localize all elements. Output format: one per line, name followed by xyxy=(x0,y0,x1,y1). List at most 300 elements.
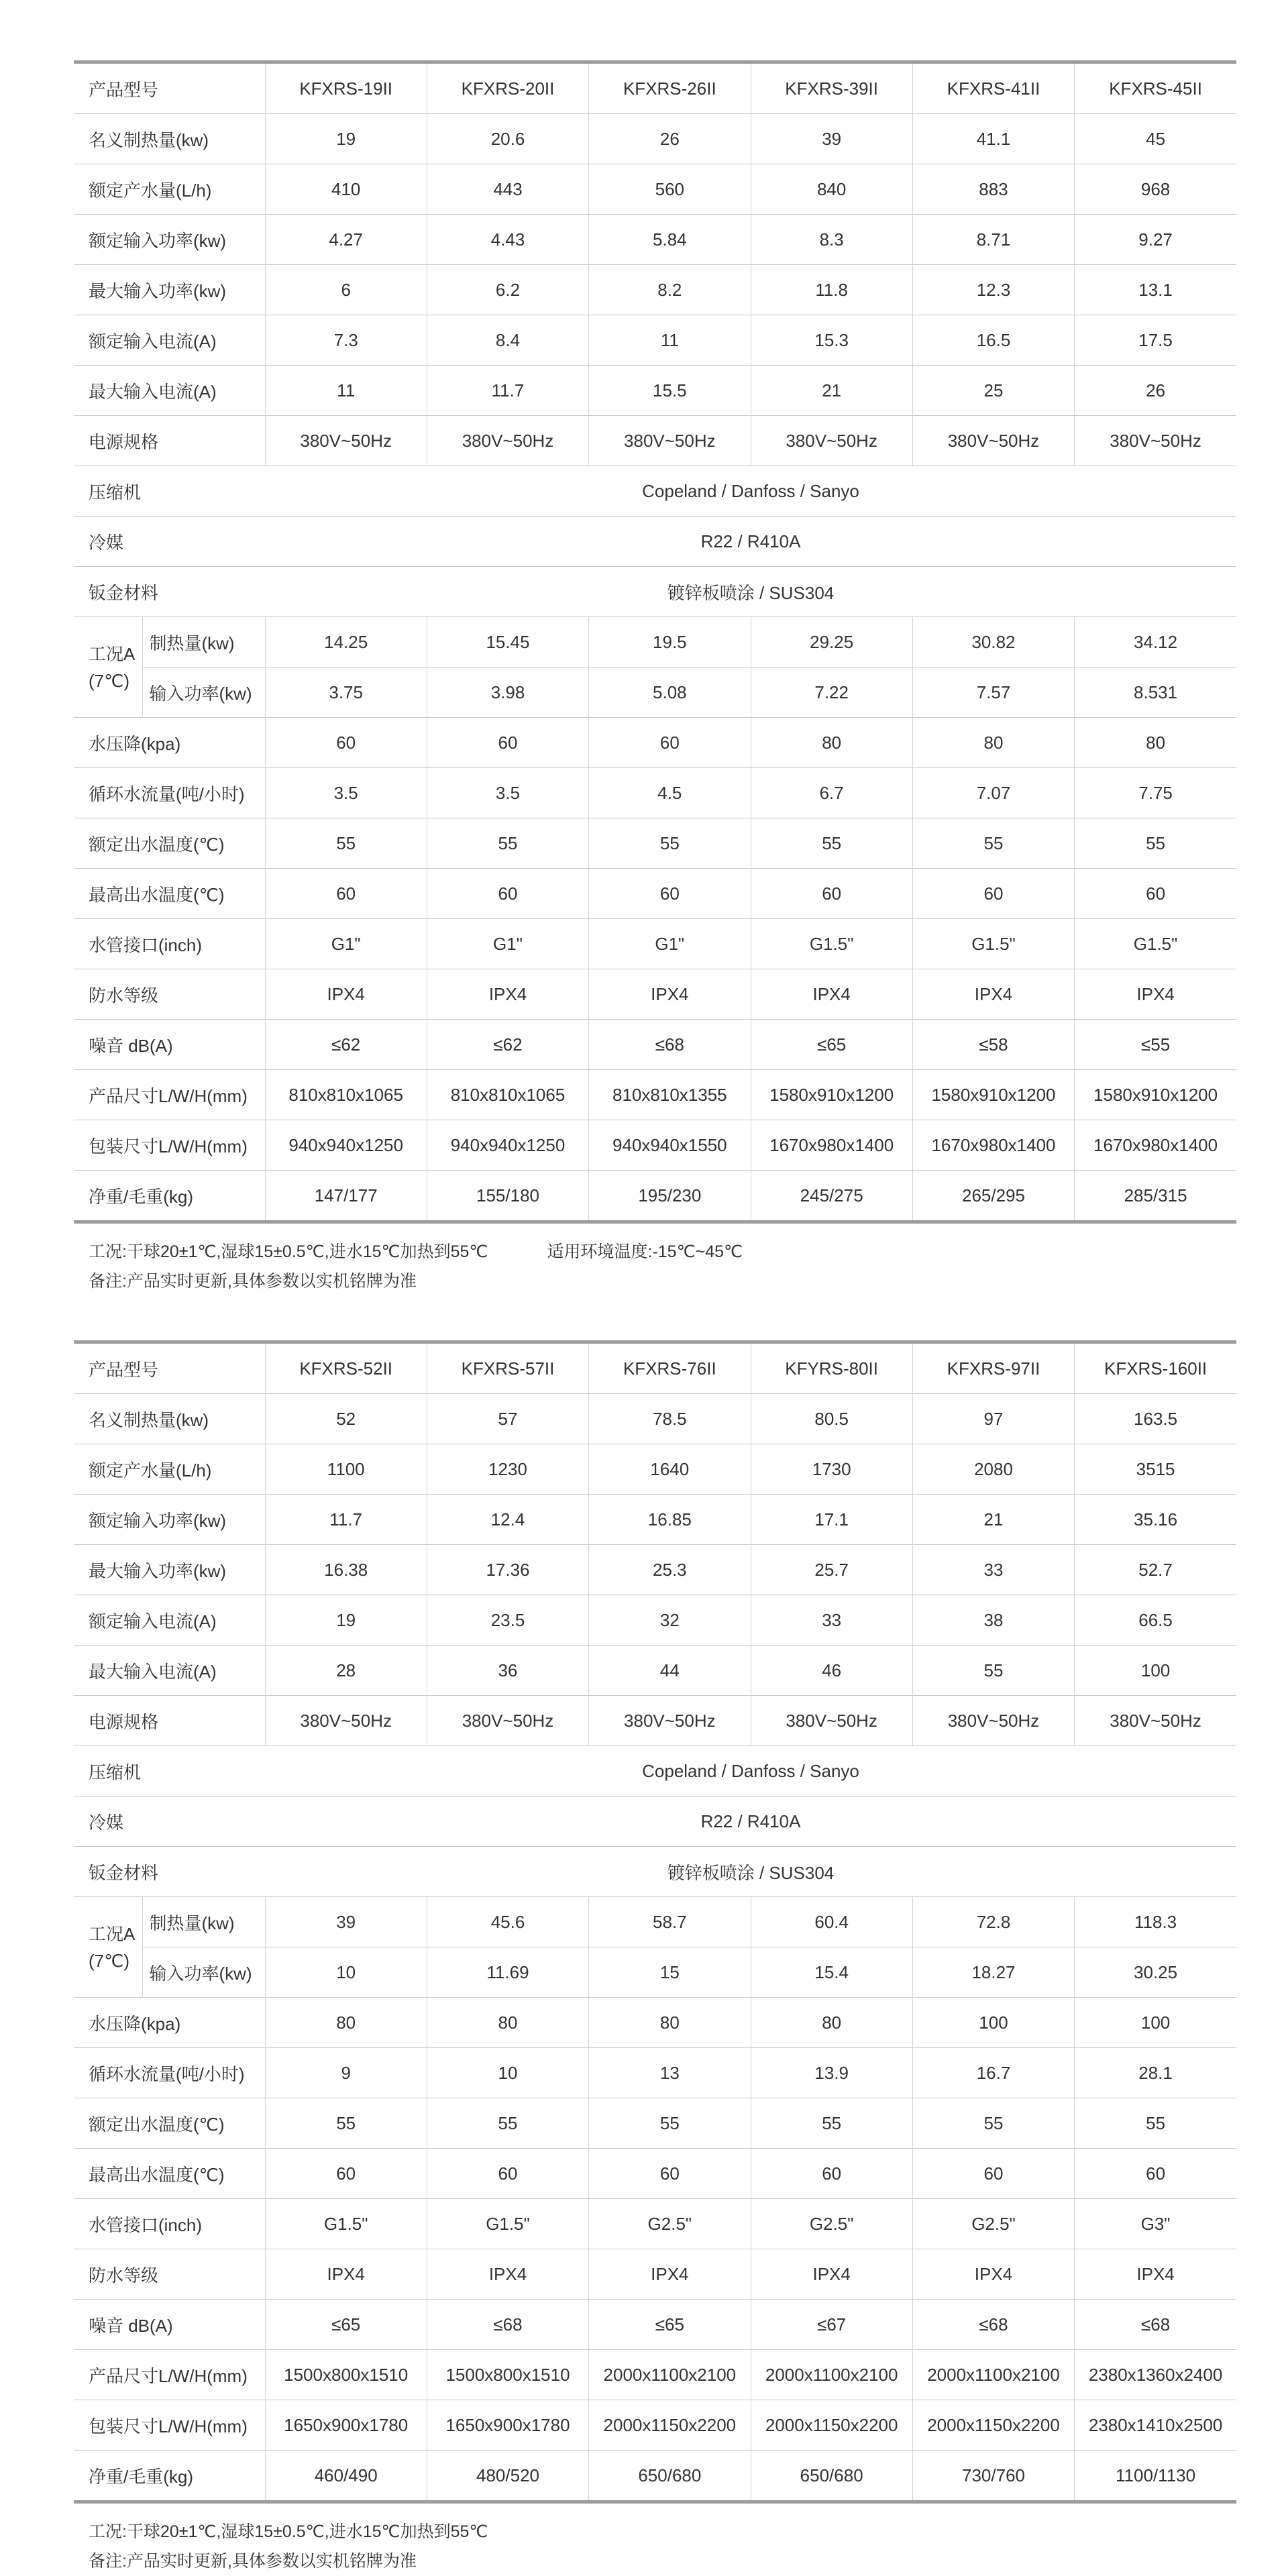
value-cell: G1" xyxy=(265,919,427,969)
spec-row xyxy=(74,2400,1236,2451)
spec-row xyxy=(74,315,1236,366)
value-cell: 55 xyxy=(589,2098,751,2149)
spec-row xyxy=(74,2300,1236,2350)
value-cell: 2000x1100x2100 xyxy=(589,2350,751,2400)
value-cell: 17.1 xyxy=(751,1495,912,1545)
value-cell: 35.16 xyxy=(1075,1495,1236,1545)
span-row xyxy=(74,1796,1236,1847)
row-label-cell: 最大输入功率(kw) xyxy=(74,265,265,315)
row-label-cell: 电源规格 xyxy=(74,1696,265,1746)
condition-subrow xyxy=(74,617,1236,667)
value-cell: 265/295 xyxy=(912,1171,1074,1222)
row-label-cell: 冷媒 xyxy=(74,1796,265,1847)
row-label-cell: 额定输入电流(A) xyxy=(74,1595,265,1646)
value-cell: 4.27 xyxy=(265,215,427,265)
value-cell: IPX4 xyxy=(912,2249,1074,2300)
value-cell: 30.25 xyxy=(1075,1947,1236,1998)
row-label-cell: 净重/毛重(kg) xyxy=(74,1171,265,1222)
value-cell: 15 xyxy=(589,1947,751,1998)
note-condition-text: 工况:干球20±1℃,湿球15±0.5℃,进水15℃加热到55℃ xyxy=(89,2522,488,2541)
value-cell: 11 xyxy=(589,315,751,366)
model-header-cell: KFXRS-97II xyxy=(912,1342,1074,1394)
span-row xyxy=(74,517,1236,567)
value-cell: 8.2 xyxy=(589,265,751,315)
value-cell: 15.45 xyxy=(427,617,588,667)
row-label-cell: 防水等级 xyxy=(74,2249,265,2300)
spec-row xyxy=(74,2249,1236,2300)
model-header-cell: KFXRS-19II xyxy=(265,62,427,114)
value-cell: 26 xyxy=(589,114,751,164)
value-cell: 7.07 xyxy=(912,768,1074,818)
value-cell: 7.57 xyxy=(912,667,1074,718)
value-cell: 17.36 xyxy=(427,1545,588,1595)
spec-row xyxy=(74,215,1236,265)
value-cell: 410 xyxy=(265,164,427,215)
notes-upper xyxy=(89,1237,1236,1296)
spec-row xyxy=(74,1070,1236,1120)
value-cell: 23.5 xyxy=(427,1595,588,1646)
value-cell: 100 xyxy=(912,1998,1074,2048)
note-line-condition xyxy=(89,2517,1236,2546)
value-cell: IPX4 xyxy=(751,969,912,1020)
spec-row xyxy=(74,869,1236,919)
value-cell: 34.12 xyxy=(1075,617,1236,667)
model-header-cell: KFXRS-45II xyxy=(1075,62,1236,114)
value-cell: 380V~50Hz xyxy=(1075,416,1236,466)
value-cell: 80 xyxy=(265,1998,427,2048)
row-label-cell: 最高出水温度(℃) xyxy=(74,2149,265,2199)
spec-row xyxy=(74,2350,1236,2400)
value-cell: IPX4 xyxy=(1075,969,1236,1020)
value-cell: 5.84 xyxy=(589,215,751,265)
condition-sub-label-cell: 输入功率(kw) xyxy=(142,1947,265,1998)
span-value-cell: 镀锌板喷涂 / SUS304 xyxy=(265,567,1236,617)
value-cell: 8.531 xyxy=(1075,667,1236,718)
note-line-remark xyxy=(89,1267,1236,1296)
value-cell: 2000x1100x2100 xyxy=(751,2350,912,2400)
value-cell: 100 xyxy=(1075,1998,1236,2048)
value-cell: 55 xyxy=(751,2098,912,2149)
value-cell: 25.7 xyxy=(751,1545,912,1595)
value-cell: 380V~50Hz xyxy=(751,1696,912,1746)
value-cell: G1.5" xyxy=(427,2199,588,2249)
value-cell: 650/680 xyxy=(751,2451,912,2502)
value-cell: 45 xyxy=(1075,114,1236,164)
value-cell: 163.5 xyxy=(1075,1394,1236,1444)
value-cell: 80 xyxy=(589,1998,751,2048)
value-cell: IPX4 xyxy=(751,2249,912,2300)
value-cell: 25 xyxy=(912,366,1074,416)
spec-row xyxy=(74,1495,1236,1545)
condition-group-label: 工况A xyxy=(89,1923,136,1944)
corner-label-cell: 产品型号 xyxy=(89,79,159,100)
note-line-remark xyxy=(89,2546,1236,2576)
value-cell: 8.3 xyxy=(751,215,912,265)
value-cell: 245/275 xyxy=(751,1171,912,1222)
value-cell: 44 xyxy=(589,1646,751,1696)
value-cell: 39 xyxy=(265,1897,427,1947)
value-cell: 1670x980x1400 xyxy=(912,1120,1074,1171)
value-cell: 55 xyxy=(589,818,751,869)
value-cell: 11.8 xyxy=(751,265,912,315)
value-cell: 380V~50Hz xyxy=(265,416,427,466)
spec-row xyxy=(74,265,1236,315)
value-cell: 55 xyxy=(427,818,588,869)
value-cell: 16.7 xyxy=(912,2048,1074,2098)
row-label-cell: 产品尺寸L/W/H(mm) xyxy=(74,2350,265,2400)
value-cell: 940x940x1250 xyxy=(427,1120,588,1171)
value-cell: G1.5" xyxy=(751,919,912,969)
corner-label-cell: 产品型号 xyxy=(89,1359,159,1380)
span-value-cell: 镀锌板喷涂 / SUS304 xyxy=(265,1847,1236,1897)
span-value-cell: R22 / R410A xyxy=(265,1796,1236,1847)
spec-table-section-lower xyxy=(74,1340,1236,2504)
value-cell: 2000x1150x2200 xyxy=(589,2400,751,2451)
value-cell: IPX4 xyxy=(589,969,751,1020)
row-label-cell: 额定输入功率(kw) xyxy=(74,215,265,265)
span-value-cell: Copeland / Danfoss / Sanyo xyxy=(265,1746,1236,1796)
value-cell: 285/315 xyxy=(1075,1171,1236,1222)
condition-sub-label-cell: 制热量(kw) xyxy=(142,1897,265,1947)
row-label-cell: 最大输入电流(A) xyxy=(74,1646,265,1696)
row-label-cell: 电源规格 xyxy=(74,416,265,466)
value-cell: 380V~50Hz xyxy=(1075,1696,1236,1746)
value-cell: 1580x910x1200 xyxy=(1075,1070,1236,1120)
value-cell: 72.8 xyxy=(912,1897,1074,1947)
value-cell: 60 xyxy=(751,2149,912,2199)
model-header-cell: KFXRS-26II xyxy=(589,62,751,114)
value-cell: ≤68 xyxy=(427,2300,588,2350)
value-cell: 13 xyxy=(589,2048,751,2098)
value-cell: 6 xyxy=(265,265,427,315)
value-cell: 650/680 xyxy=(589,2451,751,2502)
value-cell: 55 xyxy=(265,818,427,869)
span-row xyxy=(74,567,1236,617)
value-cell: G3" xyxy=(1075,2199,1236,2249)
value-cell: 6.2 xyxy=(427,265,588,315)
spec-row xyxy=(74,1646,1236,1696)
value-cell: 15.4 xyxy=(751,1947,912,1998)
value-cell: 380V~50Hz xyxy=(265,1696,427,1746)
value-cell: 60 xyxy=(427,2149,588,2199)
value-cell: 60 xyxy=(427,718,588,768)
value-cell: 52 xyxy=(265,1394,427,1444)
value-cell: 60 xyxy=(912,2149,1074,2199)
value-cell: 2380x1410x2500 xyxy=(1075,2400,1236,2451)
spec-row xyxy=(74,2451,1236,2502)
value-cell: 30.82 xyxy=(912,617,1074,667)
value-cell: 55 xyxy=(912,818,1074,869)
value-cell: 1670x980x1400 xyxy=(751,1120,912,1171)
value-cell: 1650x900x1780 xyxy=(427,2400,588,2451)
spec-row xyxy=(74,1444,1236,1495)
value-cell: 480/520 xyxy=(427,2451,588,2502)
value-cell: 55 xyxy=(1075,818,1236,869)
value-cell: 3.98 xyxy=(427,667,588,718)
model-header-row xyxy=(74,62,1236,114)
value-cell: 8.4 xyxy=(427,315,588,366)
spec-table xyxy=(74,1340,1236,2504)
row-label-cell: 冷媒 xyxy=(74,517,265,567)
note-remark-text: 备注:产品实时更新,具体参数以实机铭牌为准 xyxy=(89,1272,417,1291)
value-cell: 29.25 xyxy=(751,617,912,667)
value-cell: 26 xyxy=(1075,366,1236,416)
value-cell: 41.1 xyxy=(912,114,1074,164)
spec-row xyxy=(74,2199,1236,2249)
spec-row xyxy=(74,1998,1236,2048)
row-label-cell: 水压降(kpa) xyxy=(74,1998,265,2048)
value-cell: 810x810x1065 xyxy=(427,1070,588,1120)
row-label-cell: 额定产水量(L/h) xyxy=(74,164,265,215)
value-cell: 60 xyxy=(265,718,427,768)
value-cell: G2.5" xyxy=(589,2199,751,2249)
value-cell: 5.08 xyxy=(589,667,751,718)
value-cell: 12.4 xyxy=(427,1495,588,1545)
value-cell: 80.5 xyxy=(751,1394,912,1444)
value-cell: 15.5 xyxy=(589,366,751,416)
spec-row xyxy=(74,1394,1236,1444)
value-cell: 33 xyxy=(751,1595,912,1646)
value-cell: 19 xyxy=(265,114,427,164)
value-cell: ≤68 xyxy=(589,1020,751,1070)
model-header-cell: KFXRS-160II xyxy=(1075,1342,1236,1394)
row-label-cell: 钣金材料 xyxy=(74,567,265,617)
value-cell: 80 xyxy=(1075,718,1236,768)
value-cell: 28 xyxy=(265,1646,427,1696)
value-cell: 55 xyxy=(912,1646,1074,1696)
value-cell: 78.5 xyxy=(589,1394,751,1444)
value-cell: 55 xyxy=(427,2098,588,2149)
value-cell: 2380x1360x2400 xyxy=(1075,2350,1236,2400)
value-cell: IPX4 xyxy=(589,2249,751,2300)
row-label-cell: 循环水流量(吨/小时) xyxy=(74,768,265,818)
value-cell: ≤62 xyxy=(265,1020,427,1070)
model-header-cell: KFXRS-39II xyxy=(751,62,912,114)
value-cell: G1" xyxy=(427,919,588,969)
value-cell: 97 xyxy=(912,1394,1074,1444)
value-cell: 38 xyxy=(912,1595,1074,1646)
span-row xyxy=(74,1847,1236,1897)
value-cell: 1730 xyxy=(751,1444,912,1495)
value-cell: 1100 xyxy=(265,1444,427,1495)
value-cell: 28.1 xyxy=(1075,2048,1236,2098)
value-cell: G1.5" xyxy=(912,919,1074,969)
value-cell: 380V~50Hz xyxy=(912,416,1074,466)
spec-row xyxy=(74,164,1236,215)
value-cell: ≤65 xyxy=(751,1020,912,1070)
spec-row xyxy=(74,416,1236,466)
row-label-cell: 包装尺寸L/W/H(mm) xyxy=(74,1120,265,1171)
spec-row xyxy=(74,718,1236,768)
row-label-cell: 循环水流量(吨/小时) xyxy=(74,2048,265,2098)
value-cell: 19.5 xyxy=(589,617,751,667)
value-cell: 2000x1150x2200 xyxy=(751,2400,912,2451)
row-label-cell: 最大输入电流(A) xyxy=(74,366,265,416)
note-line-condition xyxy=(89,1237,1236,1267)
value-cell: 60 xyxy=(1075,869,1236,919)
value-cell: 15.3 xyxy=(751,315,912,366)
value-cell: 60 xyxy=(589,718,751,768)
value-cell: 80 xyxy=(427,1998,588,2048)
value-cell: 380V~50Hz xyxy=(589,416,751,466)
row-label-cell: 净重/毛重(kg) xyxy=(74,2451,265,2502)
value-cell: IPX4 xyxy=(265,2249,427,2300)
row-label-cell: 水管接口(inch) xyxy=(74,919,265,969)
value-cell: 11.69 xyxy=(427,1947,588,1998)
value-cell: 4.43 xyxy=(427,215,588,265)
row-label-cell: 最高出水温度(℃) xyxy=(74,869,265,919)
value-cell: 1580x910x1200 xyxy=(751,1070,912,1120)
condition-subrow xyxy=(74,667,1236,718)
span-row xyxy=(74,1746,1236,1796)
row-label-cell: 水压降(kpa) xyxy=(74,718,265,768)
model-header-row xyxy=(74,1342,1236,1394)
notes-lower xyxy=(89,2517,1236,2576)
spec-row xyxy=(74,1595,1236,1646)
value-cell: 55 xyxy=(912,2098,1074,2149)
row-label-cell: 额定产水量(L/h) xyxy=(74,1444,265,1495)
spec-table xyxy=(74,60,1236,1224)
span-value-cell: R22 / R410A xyxy=(265,517,1236,567)
span-row xyxy=(74,466,1236,517)
value-cell: 14.25 xyxy=(265,617,427,667)
row-label-cell: 产品尺寸L/W/H(mm) xyxy=(74,1070,265,1120)
value-cell: 25.3 xyxy=(589,1545,751,1595)
value-cell: 2000x1100x2100 xyxy=(912,2350,1074,2400)
row-label-cell: 额定输入功率(kw) xyxy=(74,1495,265,1545)
value-cell: G1" xyxy=(589,919,751,969)
value-cell: G1.5" xyxy=(265,2199,427,2249)
value-cell: 7.75 xyxy=(1075,768,1236,818)
model-header-cell: KFXRS-41II xyxy=(912,62,1074,114)
value-cell: 7.3 xyxy=(265,315,427,366)
value-cell: 46 xyxy=(751,1646,912,1696)
value-cell: G1.5" xyxy=(1075,919,1236,969)
value-cell: 883 xyxy=(912,164,1074,215)
spec-row xyxy=(74,2098,1236,2149)
spec-row xyxy=(74,366,1236,416)
condition-subrow xyxy=(74,1897,1236,1947)
value-cell: ≤68 xyxy=(1075,2300,1236,2350)
spec-row xyxy=(74,1545,1236,1595)
spec-row xyxy=(74,1171,1236,1222)
value-cell: ≤55 xyxy=(1075,1020,1236,1070)
row-label-cell: 压缩机 xyxy=(74,466,265,517)
value-cell: 17.5 xyxy=(1075,315,1236,366)
row-label-cell: 压缩机 xyxy=(74,1746,265,1796)
value-cell: 2000x1150x2200 xyxy=(912,2400,1074,2451)
condition-sub-label-cell: 输入功率(kw) xyxy=(142,667,265,718)
value-cell: 118.3 xyxy=(1075,1897,1236,1947)
spec-row xyxy=(74,114,1236,164)
value-cell: IPX4 xyxy=(912,969,1074,1020)
value-cell: 11 xyxy=(265,366,427,416)
condition-group-sublabel: (7℃) xyxy=(89,670,129,691)
row-label-cell: 钣金材料 xyxy=(74,1847,265,1897)
value-cell: IPX4 xyxy=(265,969,427,1020)
value-cell: 940x940x1250 xyxy=(265,1120,427,1171)
spec-row xyxy=(74,969,1236,1020)
value-cell: 1100/1130 xyxy=(1075,2451,1236,2502)
condition-group-label: 工况A xyxy=(89,643,136,664)
value-cell: IPX4 xyxy=(427,2249,588,2300)
value-cell: 155/180 xyxy=(427,1171,588,1222)
value-cell: 60 xyxy=(751,869,912,919)
spec-row xyxy=(74,1020,1236,1070)
value-cell: 1650x900x1780 xyxy=(265,2400,427,2451)
condition-group-sublabel: (7℃) xyxy=(89,1950,129,1971)
value-cell: 940x940x1550 xyxy=(589,1120,751,1171)
value-cell: 57 xyxy=(427,1394,588,1444)
model-header-cell: KFXRS-57II xyxy=(427,1342,588,1394)
value-cell: 19 xyxy=(265,1595,427,1646)
value-cell: 36 xyxy=(427,1646,588,1696)
value-cell: 45.6 xyxy=(427,1897,588,1947)
value-cell: 11.7 xyxy=(427,366,588,416)
model-header-cell: KFXRS-20II xyxy=(427,62,588,114)
value-cell: 60.4 xyxy=(751,1897,912,1947)
value-cell: 20.6 xyxy=(427,114,588,164)
row-label-cell: 最大输入功率(kw) xyxy=(74,1545,265,1595)
spec-row xyxy=(74,1120,1236,1171)
note-ambient-text: 适用环境温度:-15℃~45℃ xyxy=(547,1242,743,1261)
row-label-cell: 额定出水温度(℃) xyxy=(74,818,265,869)
value-cell: 1500x800x1510 xyxy=(265,2350,427,2400)
spec-row xyxy=(74,818,1236,869)
value-cell: 195/230 xyxy=(589,1171,751,1222)
value-cell: 80 xyxy=(751,1998,912,2048)
value-cell: 1670x980x1400 xyxy=(1075,1120,1236,1171)
value-cell: 60 xyxy=(427,869,588,919)
value-cell: 9 xyxy=(265,2048,427,2098)
value-cell: 380V~50Hz xyxy=(427,416,588,466)
value-cell: G2.5" xyxy=(912,2199,1074,2249)
value-cell: 8.71 xyxy=(912,215,1074,265)
value-cell: 60 xyxy=(589,869,751,919)
value-cell: 21 xyxy=(912,1495,1074,1545)
model-header-cell: KFXRS-76II xyxy=(589,1342,751,1394)
row-label-cell: 额定输入电流(A) xyxy=(74,315,265,366)
value-cell: 6.7 xyxy=(751,768,912,818)
value-cell: 60 xyxy=(912,869,1074,919)
value-cell: 7.22 xyxy=(751,667,912,718)
value-cell: 3.75 xyxy=(265,667,427,718)
value-cell: 560 xyxy=(589,164,751,215)
value-cell: 16.38 xyxy=(265,1545,427,1595)
value-cell: 9.27 xyxy=(1075,215,1236,265)
value-cell: 460/490 xyxy=(265,2451,427,2502)
value-cell: ≤62 xyxy=(427,1020,588,1070)
value-cell: 60 xyxy=(265,2149,427,2199)
value-cell: ≤68 xyxy=(912,2300,1074,2350)
value-cell: 11.7 xyxy=(265,1495,427,1545)
value-cell: ≤67 xyxy=(751,2300,912,2350)
spec-row xyxy=(74,1696,1236,1746)
model-header-cell: KFXRS-52II xyxy=(265,1342,427,1394)
value-cell: 58.7 xyxy=(589,1897,751,1947)
value-cell: 18.27 xyxy=(912,1947,1074,1998)
span-value-cell: Copeland / Danfoss / Sanyo xyxy=(265,466,1236,517)
value-cell: 3.5 xyxy=(427,768,588,818)
value-cell: 16.5 xyxy=(912,315,1074,366)
value-cell: 60 xyxy=(589,2149,751,2199)
condition-subrow xyxy=(74,1947,1236,1998)
row-label-cell: 噪音 dB(A) xyxy=(74,1020,265,1070)
value-cell: ≤65 xyxy=(265,2300,427,2350)
value-cell: 60 xyxy=(265,869,427,919)
value-cell: 2080 xyxy=(912,1444,1074,1495)
value-cell: 13.9 xyxy=(751,2048,912,2098)
